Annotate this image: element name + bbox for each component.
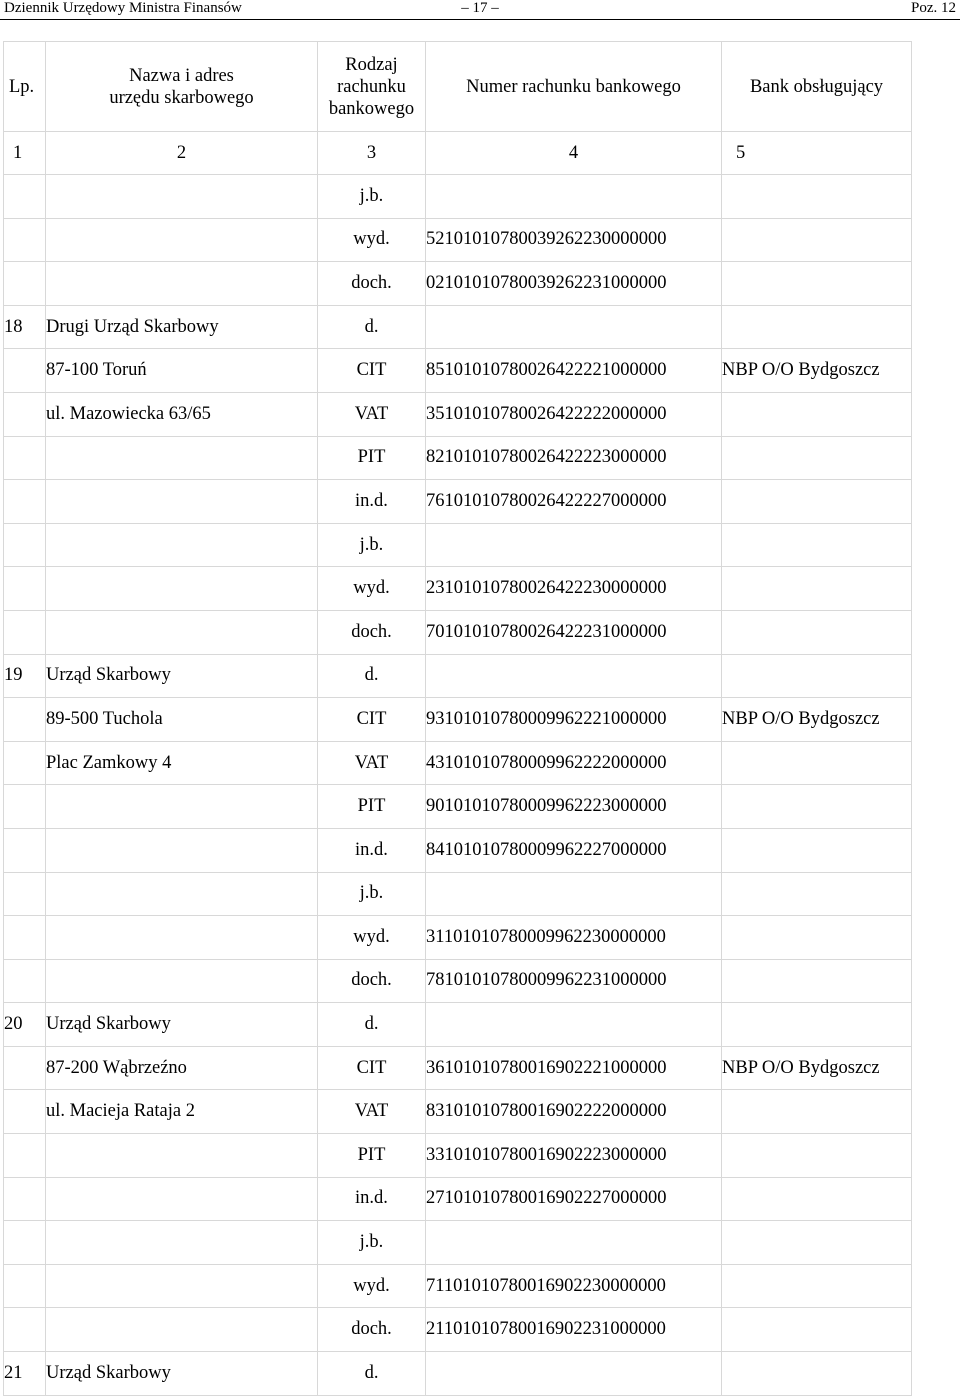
table-row [4,305,912,349]
table-row [4,262,912,306]
row-account-type: wyd. [318,1264,426,1308]
row-account-type: wyd. [318,567,426,611]
table-row [4,175,912,219]
row-account-number: 84101010780009962227000000 [426,828,722,872]
row-lp [4,1177,46,1221]
row-lp [4,1221,46,1265]
row-account-number: 90101010780009962223000000 [426,785,722,829]
header-bank: Bank obsługujący [722,42,912,132]
row-office-name [46,1308,318,1352]
table-row [4,872,912,916]
row-account-number: 70101010780026422231000000 [426,610,722,654]
row-bank [722,305,912,349]
row-lp: 18 [4,305,46,349]
row-bank [722,480,912,524]
row-account-type: PIT [318,1134,426,1178]
row-account-number: 23101010780026422230000000 [426,567,722,611]
row-office-name [46,1264,318,1308]
table-row [4,480,912,524]
row-lp [4,218,46,262]
header-office-name [46,42,318,132]
table-row [4,1090,912,1134]
row-account-number [426,175,722,219]
col-number-4: 4 [426,132,722,175]
row-account-type: in.d. [318,828,426,872]
row-lp [4,741,46,785]
row-office-name [46,610,318,654]
row-lp [4,698,46,742]
row-bank [722,436,912,480]
row-lp [4,262,46,306]
table-row [4,567,912,611]
table-row [4,916,912,960]
row-account-number: 93101010780009962221000000 [426,698,722,742]
row-bank [722,392,912,436]
row-bank: NBP O/O Bydgoszcz [722,349,912,393]
row-account-type: d. [318,654,426,698]
header-lp: Lp. [4,42,46,132]
table-row [4,1134,912,1178]
row-account-type: doch. [318,959,426,1003]
row-account-number [426,654,722,698]
header-account-type-line2: rachunku [337,76,406,97]
row-bank [722,567,912,611]
row-account-type: d. [318,1003,426,1047]
row-office-name: Urząd Skarbowy [46,1003,318,1047]
row-account-number: 76101010780026422227000000 [426,480,722,524]
row-lp [4,1264,46,1308]
col-number-1: 1 [4,132,46,175]
table-row [4,1046,912,1090]
col-number-5: 5 [722,132,912,175]
row-lp [4,872,46,916]
row-lp [4,480,46,524]
row-account-type: CIT [318,1046,426,1090]
row-office-name [46,436,318,480]
row-office-name: Drugi Urząd Skarbowy [46,305,318,349]
row-office-name [46,523,318,567]
row-lp [4,436,46,480]
row-lp [4,1308,46,1352]
row-account-number [426,1221,722,1265]
row-account-type: wyd. [318,218,426,262]
row-account-type: doch. [318,610,426,654]
row-office-name [46,175,318,219]
row-office-name [46,567,318,611]
row-bank [722,218,912,262]
row-account-type: PIT [318,785,426,829]
row-account-number [426,523,722,567]
row-lp [4,523,46,567]
row-office-name [46,959,318,1003]
col-number-3: 3 [318,132,426,175]
row-lp [4,959,46,1003]
row-bank [722,1352,912,1396]
row-lp [4,785,46,829]
row-bank [722,872,912,916]
tax-office-accounts-table [3,41,912,1396]
row-account-number [426,1003,722,1047]
row-office-name [46,1134,318,1178]
row-account-type: in.d. [318,480,426,524]
row-bank [722,1090,912,1134]
row-bank [722,1003,912,1047]
row-account-number: 36101010780016902221000000 [426,1046,722,1090]
row-account-number: 52101010780039262230000000 [426,218,722,262]
row-bank [722,1177,912,1221]
row-account-number: 31101010780009962230000000 [426,916,722,960]
row-account-type: doch. [318,1308,426,1352]
header-account-type-line1: Rodzaj [345,54,398,75]
row-account-number: 21101010780016902231000000 [426,1308,722,1352]
table-row [4,1177,912,1221]
row-office-name [46,828,318,872]
table-row [4,828,912,872]
row-bank: NBP O/O Bydgoszcz [722,1046,912,1090]
row-lp [4,349,46,393]
row-lp: 20 [4,1003,46,1047]
row-office-name: ul. Macieja Rataja 2 [46,1090,318,1134]
row-office-name: Urząd Skarbowy [46,654,318,698]
row-office-name: 87-100 Toruń [46,349,318,393]
row-account-type: in.d. [318,1177,426,1221]
page-header [0,0,960,20]
row-bank [722,610,912,654]
row-account-type: doch. [318,262,426,306]
row-account-type: d. [318,305,426,349]
row-account-number [426,305,722,349]
row-bank [722,741,912,785]
row-account-number: 35101010780026422222000000 [426,392,722,436]
row-bank [722,916,912,960]
row-lp [4,175,46,219]
table-row [4,1352,912,1396]
row-bank [722,175,912,219]
row-account-number: 83101010780016902222000000 [426,1090,722,1134]
table-header-row [4,42,912,132]
table-row [4,698,912,742]
row-office-name: ul. Mazowiecka 63/65 [46,392,318,436]
row-bank [722,1221,912,1265]
row-lp [4,610,46,654]
header-account-number: Numer rachunku bankowego [426,42,722,132]
row-account-type: PIT [318,436,426,480]
row-bank [722,1134,912,1178]
row-account-type: CIT [318,698,426,742]
row-bank [722,1308,912,1352]
header-office-name-line1: Nazwa i adres [129,65,234,86]
header-account-type [318,42,426,132]
row-office-name: 87-200 Wąbrzeźno [46,1046,318,1090]
row-lp [4,916,46,960]
row-office-name: Plac Zamkowy 4 [46,741,318,785]
row-account-number: 71101010780016902230000000 [426,1264,722,1308]
table-row [4,1264,912,1308]
row-bank [722,523,912,567]
table-row [4,218,912,262]
row-account-type: j.b. [318,175,426,219]
table-row [4,1003,912,1047]
row-account-number: 78101010780009962231000000 [426,959,722,1003]
col-number-2: 2 [46,132,318,175]
table-row [4,523,912,567]
journal-title: Dziennik Urzędowy Ministra Finansów [4,0,242,16]
row-lp [4,1090,46,1134]
row-account-type: VAT [318,1090,426,1134]
row-bank [722,1264,912,1308]
row-account-number [426,1352,722,1396]
row-account-number [426,872,722,916]
table-row [4,654,912,698]
row-bank: NBP O/O Bydgoszcz [722,698,912,742]
table-row [4,785,912,829]
header-account-type-line3: bankowego [328,98,415,119]
row-bank [722,959,912,1003]
row-lp [4,1134,46,1178]
row-office-name [46,916,318,960]
row-office-name: Urząd Skarbowy [46,1352,318,1396]
row-lp: 21 [4,1352,46,1396]
table-row [4,1221,912,1265]
row-account-type: VAT [318,392,426,436]
row-account-type: wyd. [318,916,426,960]
row-account-number: 82101010780026422223000000 [426,436,722,480]
table-row [4,349,912,393]
row-account-type: CIT [318,349,426,393]
table-row [4,959,912,1003]
row-office-name [46,1177,318,1221]
row-account-number: 33101010780016902223000000 [426,1134,722,1178]
row-office-name [46,785,318,829]
table-row [4,436,912,480]
row-office-name [46,1221,318,1265]
column-number-row [4,132,912,175]
row-account-type: j.b. [318,872,426,916]
row-account-number: 27101010780016902227000000 [426,1177,722,1221]
table-row [4,610,912,654]
row-office-name [46,480,318,524]
row-bank [722,785,912,829]
row-bank [722,828,912,872]
row-account-type: j.b. [318,1221,426,1265]
row-lp [4,392,46,436]
row-account-number: 85101010780026422221000000 [426,349,722,393]
row-bank [722,654,912,698]
row-lp: 19 [4,654,46,698]
table-row [4,741,912,785]
row-account-type: VAT [318,741,426,785]
header-office-name-line2: urzędu skarbowego [109,87,254,108]
row-account-type: d. [318,1352,426,1396]
row-lp [4,567,46,611]
row-account-number: 43101010780009962222000000 [426,741,722,785]
row-office-name [46,218,318,262]
row-account-number: 02101010780039262231000000 [426,262,722,306]
table-row [4,1308,912,1352]
row-office-name: 89-500 Tuchola [46,698,318,742]
row-lp [4,1046,46,1090]
row-office-name [46,262,318,306]
table-row [4,392,912,436]
row-lp [4,828,46,872]
page-number: – 17 – [461,0,499,16]
position-number: Poz. 12 [911,0,956,16]
row-office-name [46,872,318,916]
row-account-type: j.b. [318,523,426,567]
row-bank [722,262,912,306]
